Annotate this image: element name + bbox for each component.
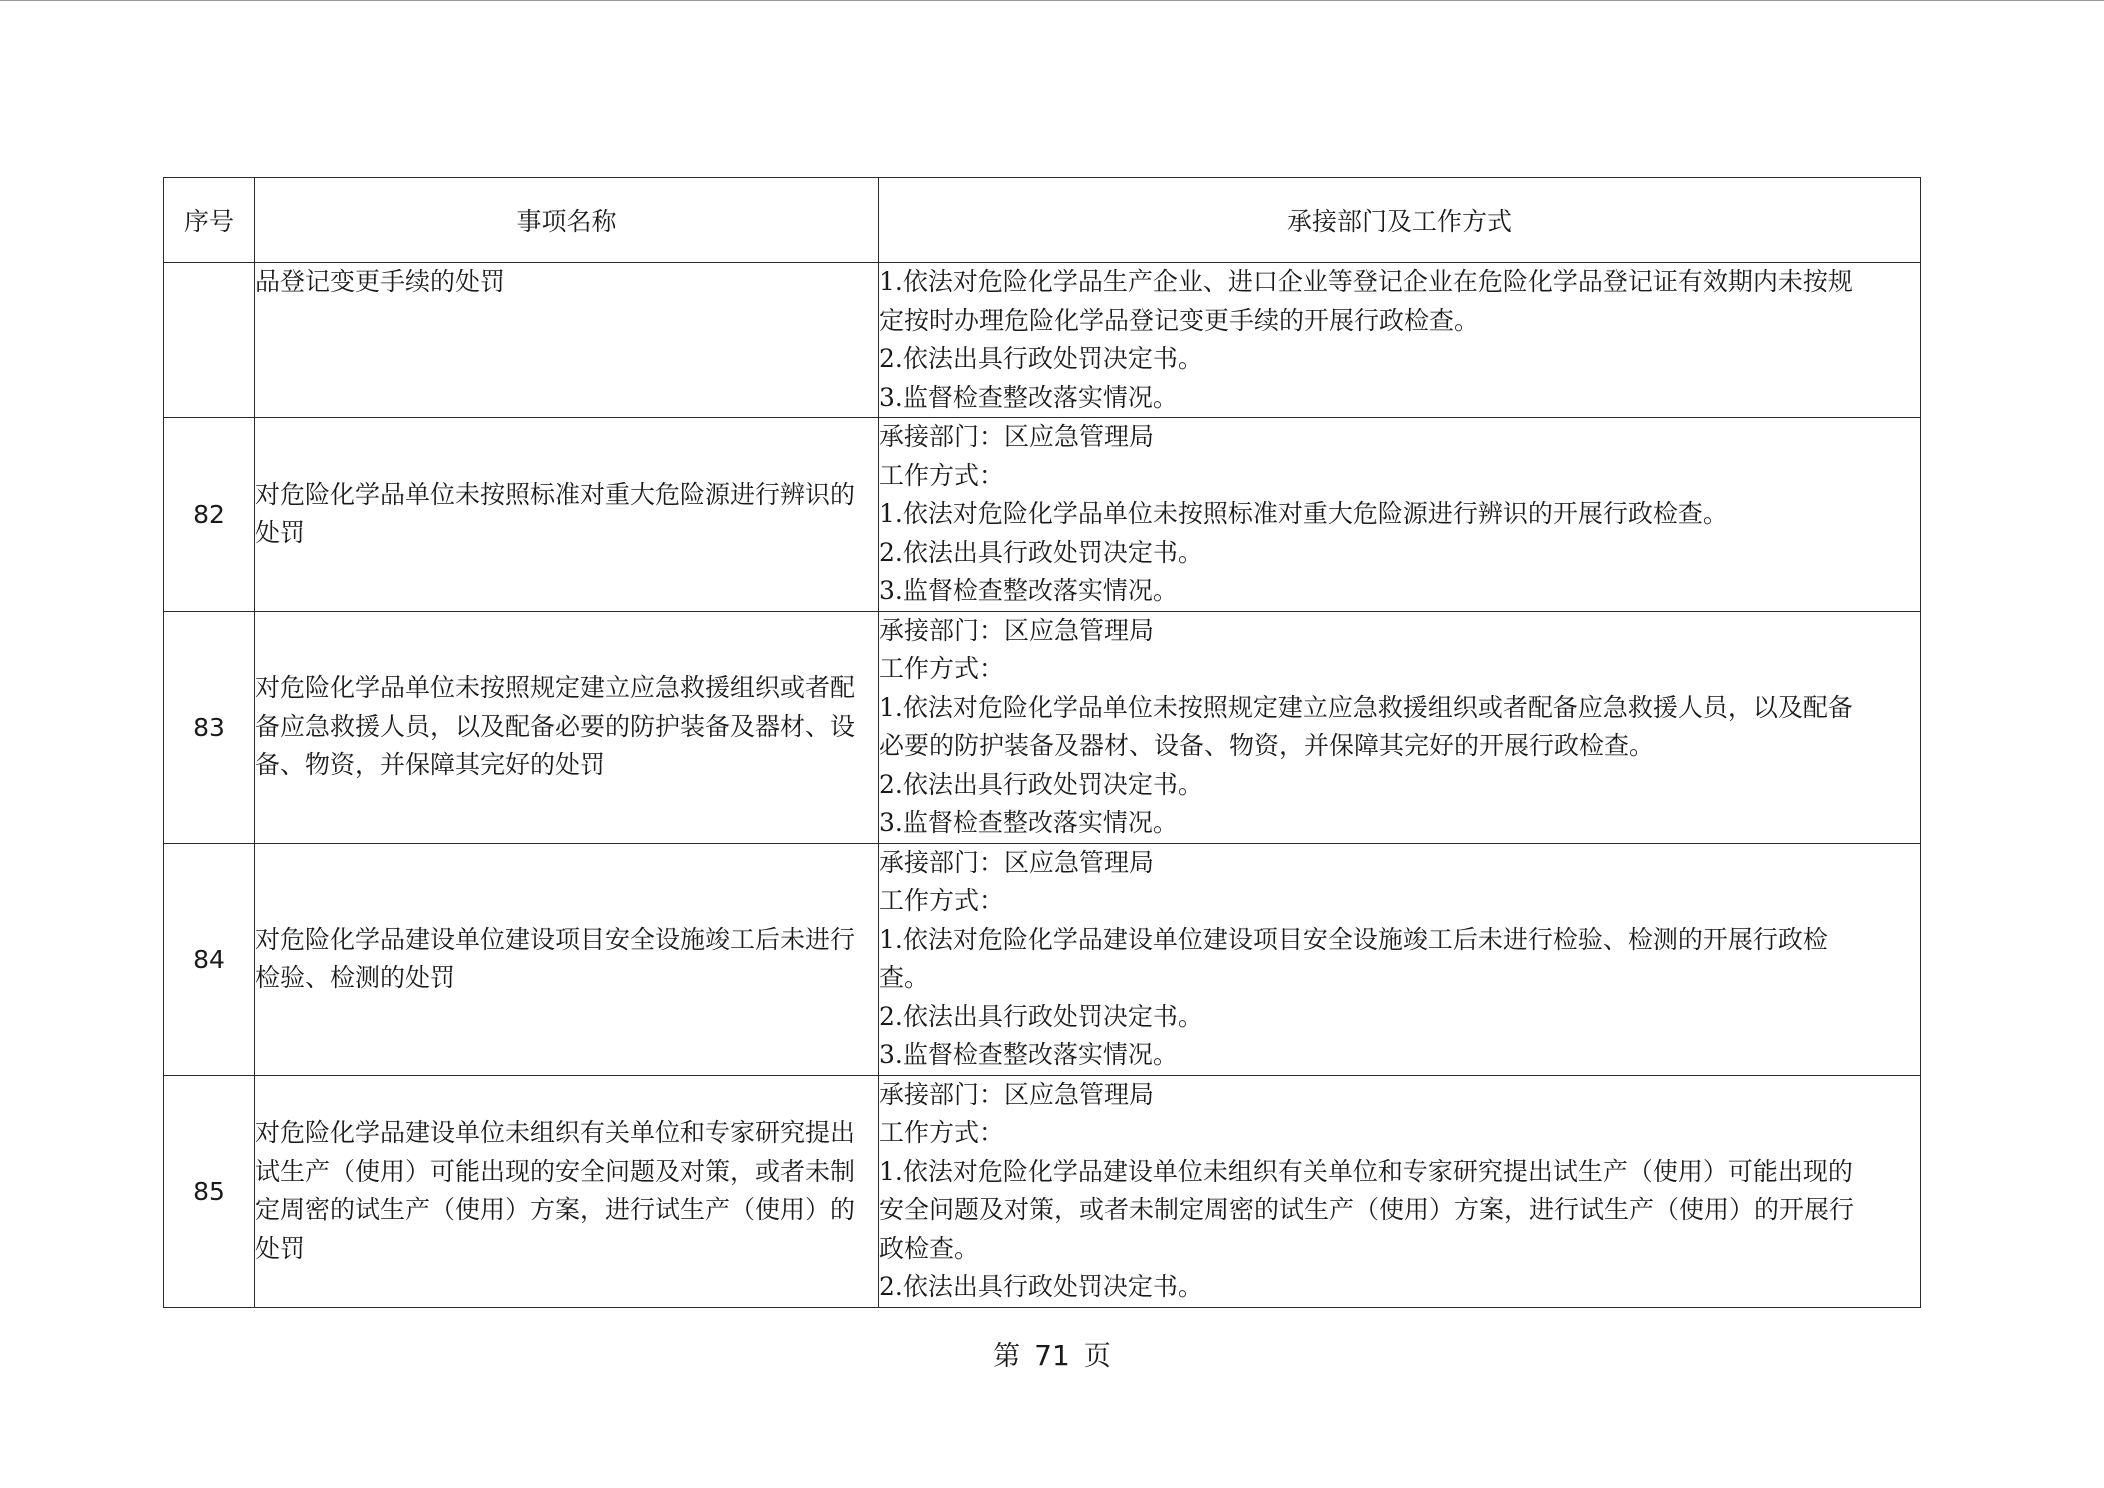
work-line: 3.监督检查整改落实情况。 (879, 576, 1178, 605)
row-seq (164, 263, 255, 418)
table-header-row (164, 178, 1921, 263)
work-line: 3.监督检查整改落实情况。 (879, 1040, 1178, 1069)
row-item-name: 对危险化学品建设单位未组织有关单位和专家研究提出试生产（使用）可能出现的安全问题及对策，或者未制定周密的试生产（使用）方案，进行试生产（使用）的处罚 (255, 1075, 879, 1307)
row-dept-method (879, 843, 1921, 1075)
row-dept-method (879, 418, 1921, 612)
page-suffix: 页 (1083, 1341, 1111, 1372)
work-line: 政检查。 (879, 1233, 980, 1263)
work-line: 2.依法出具行政处罚决定书。 (879, 1001, 1203, 1031)
work-line: 定按时办理危险化学品登记变更手续的开展行政检查。 (879, 305, 1480, 335)
row-dept-method (879, 1075, 1921, 1307)
work-line: 承接部门：区应急管理局 (879, 422, 1155, 451)
work-line: 工作方式： (879, 460, 1005, 490)
table-row (164, 418, 1921, 612)
row-seq: 84 (164, 843, 255, 1075)
row-seq: 85 (164, 1075, 255, 1307)
table-row (164, 263, 1921, 418)
work-line: 3.监督检查整改落实情况。 (879, 808, 1178, 837)
row-item-name: 对危险化学品建设单位建设项目安全设施竣工后未进行检验、检测的处罚 (255, 843, 879, 1075)
top-border-line (0, 0, 2104, 1)
row-dept-method (879, 611, 1921, 843)
work-line: 1.依法对危险化学品单位未按照规定建立应急救援组织或者配备应急救援人员，以及配备 (879, 692, 1853, 722)
matters-table (163, 177, 1921, 1308)
work-line: 1.依法对危险化学品单位未按照标准对重大危险源进行辨识的开展行政检查。 (879, 499, 1728, 528)
work-line: 工作方式： (879, 654, 1005, 683)
row-item-name: 对危险化学品单位未按照标准对重大危险源进行辨识的处罚 (255, 418, 879, 612)
header-item-name: 事项名称 (255, 178, 879, 263)
work-line: 1.依法对危险化学品建设单位未组织有关单位和专家研究提出试生产（使用）可能出现的 (879, 1156, 1853, 1186)
table-row (164, 843, 1921, 1075)
row-dept-method (879, 263, 1921, 418)
work-line: 2.依法出具行政处罚决定书。 (879, 769, 1203, 799)
work-line: 安全问题及对策，或者未制定周密的试生产（使用）方案，进行试生产（使用）的开展行 (879, 1195, 1855, 1224)
page-number: 71 (1034, 1339, 1070, 1372)
header-dept-method: 承接部门及工作方式 (879, 178, 1921, 263)
work-line: 2.依法出具行政处罚决定书。 (879, 1272, 1203, 1301)
work-line: 工作方式： (879, 1118, 1005, 1147)
page-footer (0, 1334, 2104, 1373)
work-line: 承接部门：区应急管理局 (879, 615, 1155, 645)
row-seq: 82 (164, 418, 255, 612)
work-line: 查。 (879, 963, 930, 992)
row-item-name: 对危险化学品单位未按照规定建立应急救援组织或者配备应急救援人员，以及配备必要的防护装备及器材、设备、物资，并保障其完好的处罚 (255, 611, 879, 843)
work-line: 1.依法对危险化学品建设单位建设项目安全设施竣工后未进行检验、检测的开展行政检 (879, 924, 1828, 954)
work-line: 工作方式： (879, 886, 1005, 915)
work-line: 承接部门：区应急管理局 (879, 1079, 1155, 1109)
row-seq: 83 (164, 611, 255, 843)
page-prefix: 第 (993, 1341, 1021, 1372)
work-line: 承接部门：区应急管理局 (879, 847, 1155, 877)
work-line: 2.依法出具行政处罚决定书。 (879, 537, 1203, 567)
table-row (164, 611, 1921, 843)
header-seq: 序号 (164, 178, 255, 263)
work-line: 1.依法对危险化学品生产企业、进口企业等登记企业在危险化学品登记证有效期内未按规 (879, 267, 1853, 296)
work-line: 3.监督检查整改落实情况。 (879, 382, 1178, 412)
row-item-name: 品登记变更手续的处罚 (255, 263, 879, 418)
work-line: 必要的防护装备及器材、设备、物资，并保障其完好的开展行政检查。 (879, 731, 1655, 760)
table-row (164, 1075, 1921, 1307)
work-line: 2.依法出具行政处罚决定书。 (879, 344, 1203, 373)
